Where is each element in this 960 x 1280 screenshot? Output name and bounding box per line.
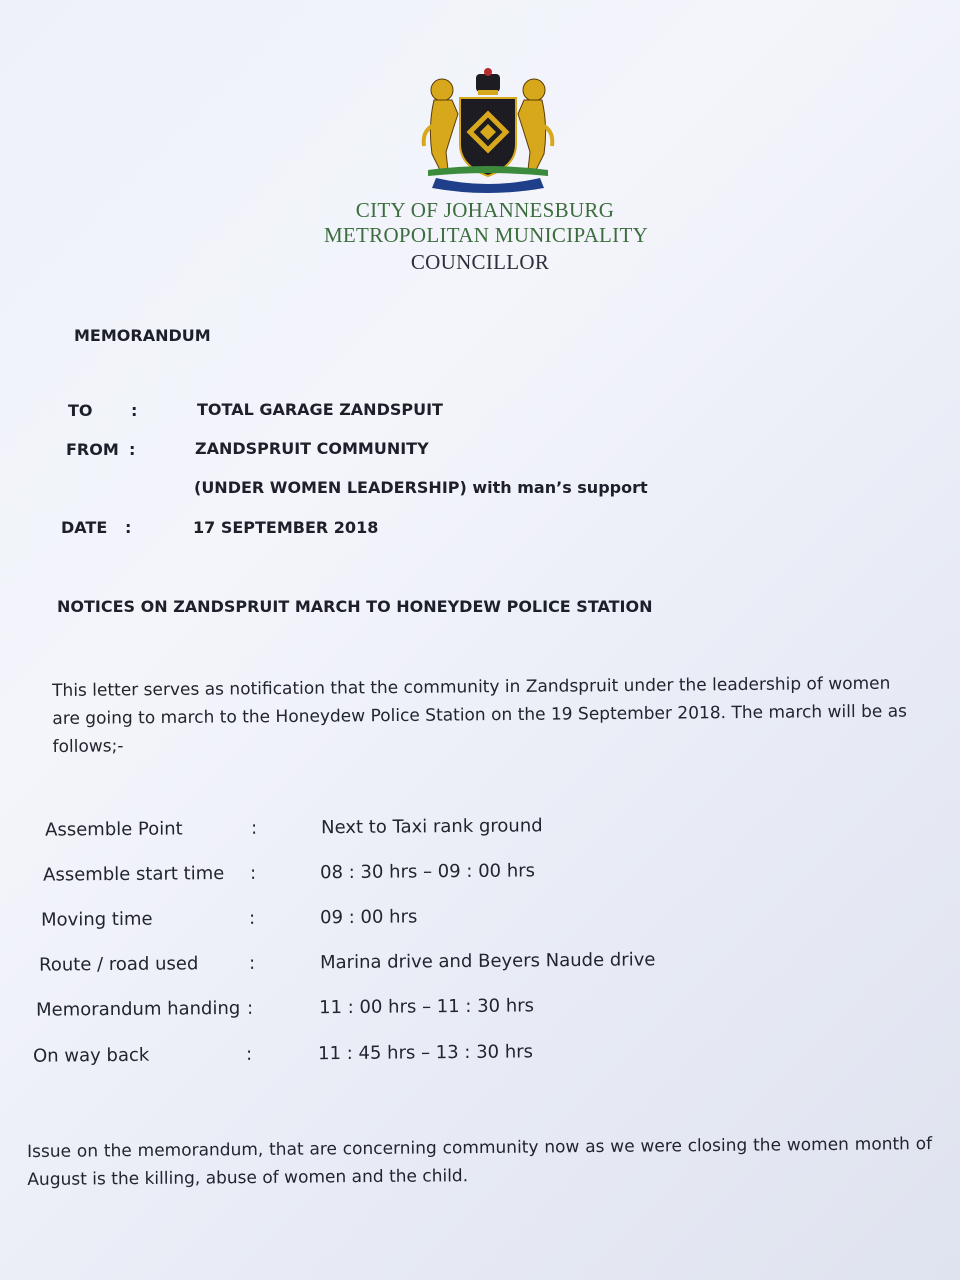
schedule-colon: :	[248, 952, 256, 974]
schedule-colon: :	[249, 862, 257, 884]
schedule-colon: :	[250, 817, 258, 839]
schedule-value: Marina drive and Beyers Naude drive	[319, 949, 656, 974]
subject-heading: NOTICES ON ZANDSPRUIT MARCH TO HONEYDEW POLICE STATION	[57, 597, 653, 616]
crest-left-lion	[424, 79, 458, 170]
letterhead-city: CITY OF JOHANNESBURG	[355, 198, 615, 222]
letterhead-municipality: METROPOLITAN MUNICIPALITY	[323, 223, 649, 247]
from-colon: :	[129, 440, 136, 459]
schedule-label: On way back	[32, 1044, 150, 1067]
from-label: FROM	[66, 440, 119, 459]
schedule-label: Memorandum handing	[35, 997, 241, 1021]
schedule-label: Assemble Point	[44, 818, 183, 841]
date-colon: :	[125, 518, 132, 537]
schedule-value: 11 : 00 hrs – 11 : 30 hrs	[318, 995, 535, 1019]
date-value: 17 SEPTEMBER 2018	[193, 518, 379, 537]
to-colon: :	[131, 401, 138, 420]
schedule-label: Moving time	[40, 908, 153, 931]
crest-right-lion	[518, 79, 552, 170]
letterhead-councillor: COUNCILLOR	[410, 250, 550, 274]
date-label: DATE	[61, 518, 108, 537]
intro-paragraph: This letter serves as notification that the community in Zandspruit under the leadership of women are going to march to the Honeydew Police Station on the 19 September 2018. The march will be as follows;-	[52, 673, 908, 757]
schedule-value: 09 : 00 hrs	[319, 906, 418, 929]
schedule-label: Assemble start time	[42, 863, 225, 886]
memo-title: MEMORANDUM	[74, 326, 211, 345]
from-value-line2: (UNDER WOMEN LEADERSHIP) with man’s support	[194, 478, 648, 497]
schedule-colon: :	[246, 997, 254, 1019]
from-value-line1: ZANDSPRUIT COMMUNITY	[195, 439, 429, 458]
schedule-value: 11 : 45 hrs – 13 : 30 hrs	[317, 1041, 534, 1065]
coat-of-arms-emblem	[418, 66, 558, 196]
schedule-label: Route / road used	[38, 953, 199, 976]
schedule-colon: :	[245, 1043, 253, 1065]
closing-paragraph: Issue on the memorandum, that are concerning community now as we were closing the women month of August is the killing, abuse of women and the child.	[27, 1134, 933, 1190]
crest-motto-ribbon	[432, 178, 544, 193]
to-label: TO	[68, 401, 93, 420]
crest-crown	[476, 68, 500, 95]
schedule-value: Next to Taxi rank ground	[320, 815, 543, 839]
schedule-colon: :	[248, 907, 256, 929]
schedule-value: 08 : 30 hrs – 09 : 00 hrs	[319, 860, 536, 884]
to-value: TOTAL GARAGE ZANDSPUIT	[197, 400, 443, 419]
